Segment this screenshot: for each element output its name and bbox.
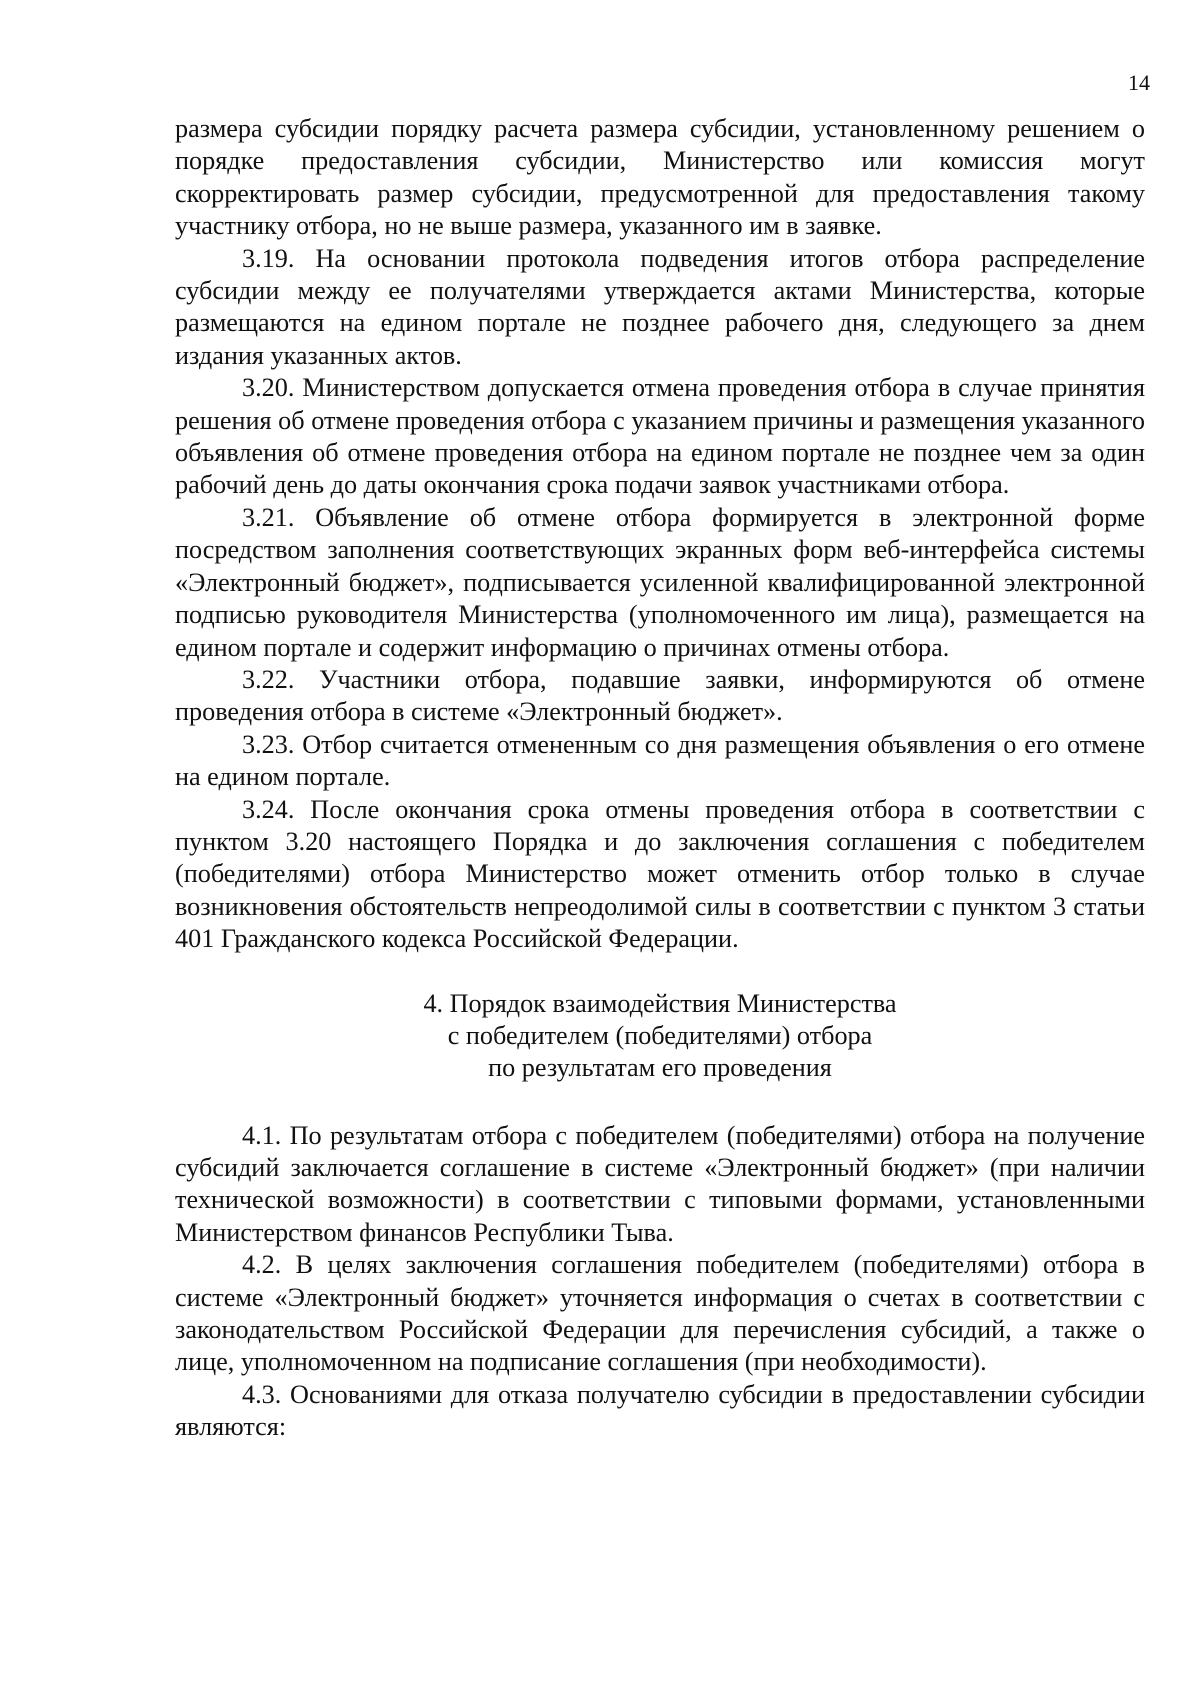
paragraph-3-24: 3.24. После окончания срока отмены проведения отбора в соответствии с пунктом 3.20 настоящего Порядка и до заключения соглашения с победителем (победителями) отбора Министерство может отменить отбор только в случае возникновения обстоятельств непреодолимой силы в соответствии с пунктом 3 статьи 401 Гражданского кодекса Российской Федерации. bbox=[175, 794, 1145, 954]
paragraph-4-1: 4.1. По результатам отбора с победителем (победителями) отбора на получение субсидий заключается соглашение в системе «Электронный бюджет» (при наличии технической возможности) в соответствии с типовыми формами, установленными Министерством финансов Республики Тыва. bbox=[175, 1120, 1145, 1247]
section-heading-line: по результатам его проведения bbox=[488, 1052, 832, 1082]
paragraph-4-3: 4.3. Основаниями для отказа получателю субсидии в предоставлении субсидии являются: bbox=[175, 1379, 1145, 1442]
section-heading-line: 4. Порядок взаимодействия Министерства bbox=[423, 988, 897, 1018]
paragraph-4-2: 4.2. В целях заключения соглашения победителем (победителями) отбора в системе «Электронный бюджет» уточняется информация о счетах в соответствии с законодательством Российской Федерации для перечисления субсидий, а также о лице, уполномоченном на подписание соглашения (при необходимости). bbox=[175, 1250, 1145, 1377]
paragraph-3-22: 3.22. Участники отбора, подавшие заявки, информируются об отмене проведения отбора в системе «Электронный бюджет». bbox=[175, 664, 1145, 727]
document-body bbox=[175, 113, 1145, 1444]
paragraph-continuation: размера субсидии порядку расчета размера субсидии, установленному решением о порядке предоставления субсидии, Министерство или комиссия могут скорректировать размер субсидии, предусмотренной для предоставления такому участнику отбора, но не выше размера, указанного им в заявке. bbox=[175, 114, 1145, 241]
section-heading-line: с победителем (победителями) отбора bbox=[447, 1020, 873, 1050]
paragraph-3-21: 3.21. Объявление об отмене отбора формируется в электронной форме посредством заполнения соответствующих экранных форм веб-интерфейса системы «Электронный бюджет», подписывается усиленной квалифицированной электронной подписью руководителя Министерства (уполномоченного им лица), размещается на едином портале и содержит информацию о причинах отмены отбора. bbox=[175, 502, 1145, 662]
page-number: 14 bbox=[1128, 70, 1150, 95]
section-heading-4 bbox=[175, 988, 1145, 1084]
paragraph-3-23: 3.23. Отбор считается отмененным со дня размещения объявления о его отмене на едином портале. bbox=[175, 729, 1145, 792]
paragraph-3-19: 3.19. На основании протокола подведения итогов отбора распределение субсидии между ее получателями утверждается актами Министерства, которые размещаются на едином портале не позднее рабочего дня, следующего за днем издания указанных актов. bbox=[175, 243, 1145, 370]
paragraph-3-20: 3.20. Министерством допускается отмена проведения отбора в случае принятия решения об отмене проведения отбора с указанием причины и размещения указанного объявления об отмене проведения отбора на едином портале не позднее чем за один рабочий день до даты окончания срока подачи заявок участниками отбора. bbox=[175, 373, 1145, 500]
